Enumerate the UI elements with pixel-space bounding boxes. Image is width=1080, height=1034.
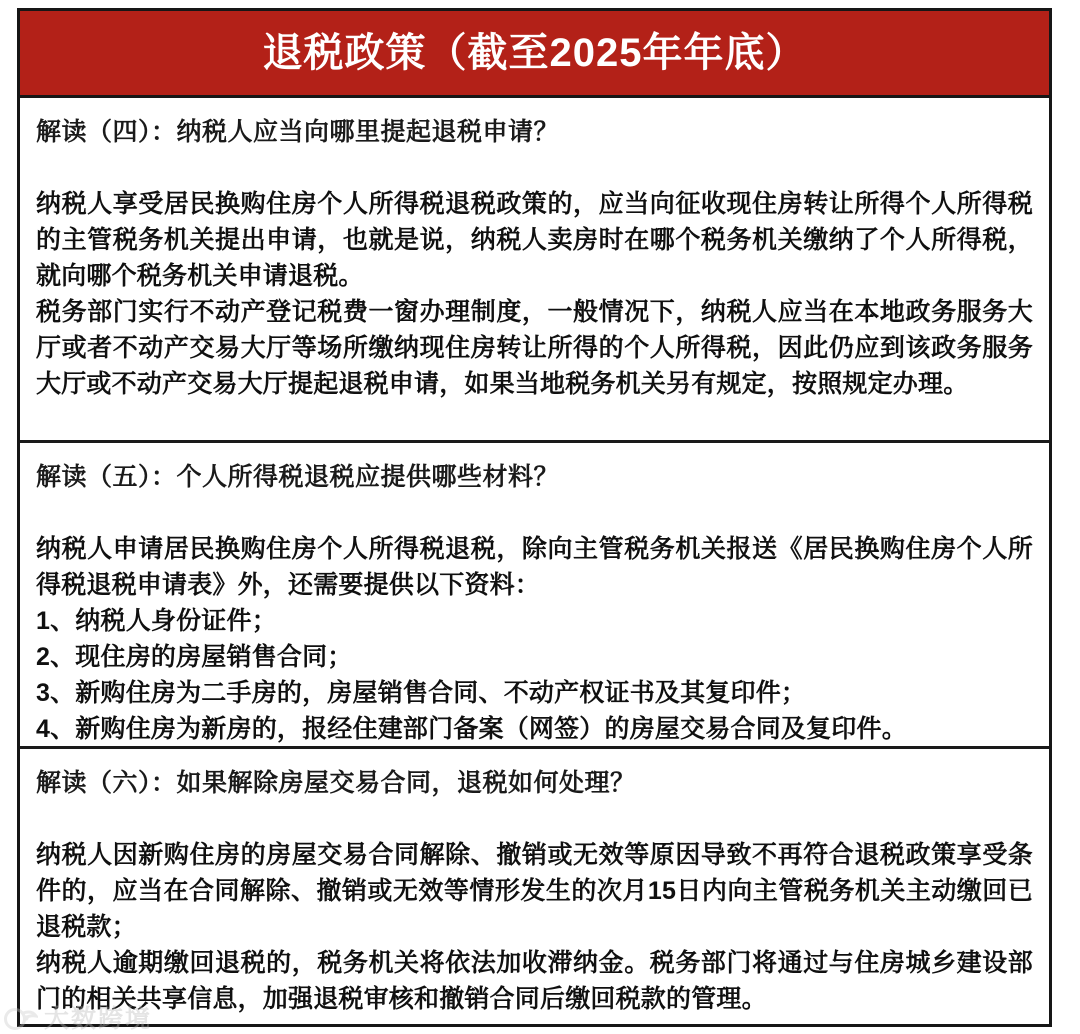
qa-list-item: 4、新购住房为新房的，报经住建部门备案（网签）的房屋交易合同及复印件。 xyxy=(36,714,907,743)
qa-body xyxy=(36,837,1033,1017)
qa-list-item: 2、现住房的房屋销售合同； xyxy=(36,642,353,671)
page-title: 退税政策（截至2025年年底） xyxy=(262,31,807,75)
qa-body xyxy=(36,186,1033,402)
qa-paragraph: 纳税人逾期缴回退税的，税务机关将依法加收滞纳金。税务部门将通过与住房城乡建设部门的相关共享信息，加强退税审核和撤销合同后缴回税款的管理。 xyxy=(36,948,1033,1013)
qa-section-interpretation-six xyxy=(20,746,1049,1024)
watermark-text: 大数跨境 xyxy=(44,1004,153,1033)
qa-section-interpretation-four xyxy=(20,98,1049,440)
qa-list-item: 3、新购住房为二手房的，房屋销售合同、不动产权证书及其复印件； xyxy=(36,678,807,707)
infographic-card xyxy=(17,8,1052,1027)
qa-heading: 解读（六）：如果解除房屋交易合同，退税如何处理？ xyxy=(36,769,636,797)
qa-body xyxy=(36,531,1033,747)
content-area xyxy=(20,98,1049,1024)
qa-heading: 解读（四）：纳税人应当向哪里提起退税申请？ xyxy=(36,118,560,146)
qa-heading: 解读（五）：个人所得税退税应提供哪些材料？ xyxy=(36,463,560,491)
qa-paragraph: 税务部门实行不动产登记税费一窗办理制度，一般情况下，纳税人应当在本地政务服务大厅或者不动产交易大厅等场所缴纳现住房转让所得的个人所得税，因此仍应到该政务服务大厅或不动产交易大厅提起退税申请，如果当地税务机关另有规定，按照规定办理。 xyxy=(36,297,1033,398)
qa-paragraph: 纳税人享受居民换购住房个人所得税退税政策的，应当向征收现住房转让所得个人所得税的主管税务机关提出申请，也就是说，纳税人卖房时在哪个税务机关缴纳了个人所得税，就向哪个税务机关申请退税。 xyxy=(36,189,1033,290)
qa-paragraph: 纳税人申请居民换购住房个人所得税退税，除向主管税务机关报送《居民换购住房个人所得税退税申请表》外，还需要提供以下资料： xyxy=(36,534,1033,599)
qa-list-item: 1、纳税人身份证件； xyxy=(36,606,277,635)
header-banner xyxy=(20,11,1049,98)
qa-section-interpretation-five xyxy=(20,440,1049,746)
qa-paragraph: 纳税人因新购住房的房屋交易合同解除、撤销或无效等原因导致不再符合退税政策享受条件的，应当在合同解除、撤销或无效等情形发生的次月15日内向主管税务机关主动缴回已退税款； xyxy=(36,840,1033,941)
